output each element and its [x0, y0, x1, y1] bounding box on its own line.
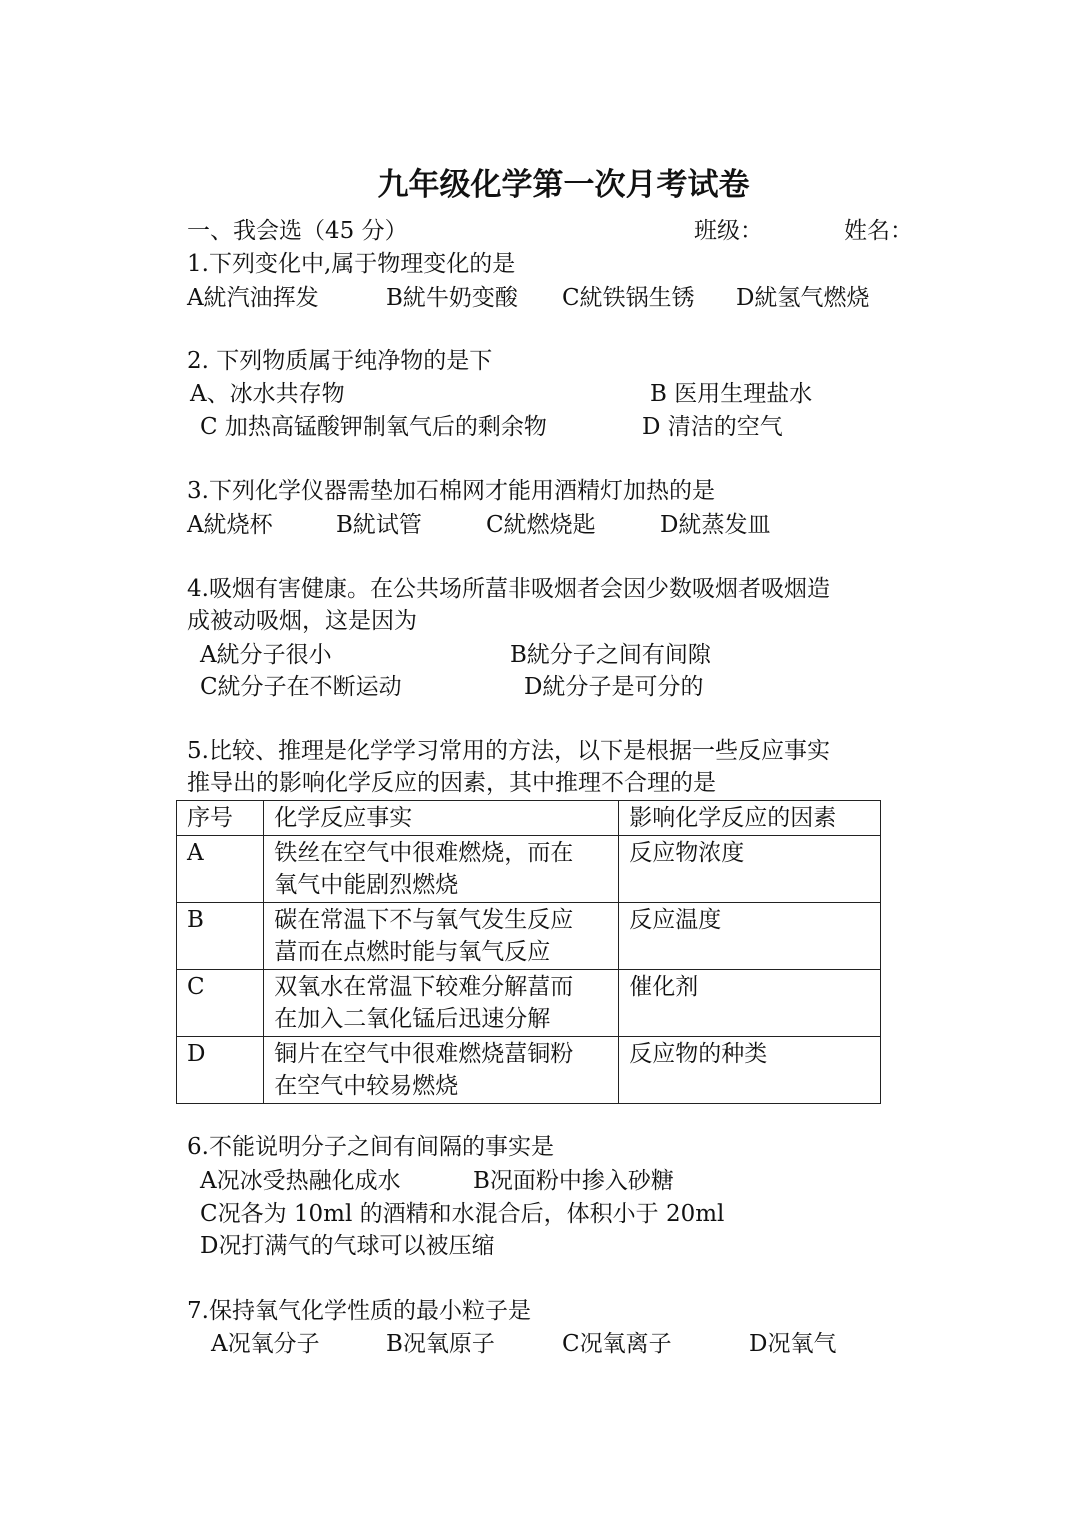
- question-7-option-d: D况氧气: [749, 1331, 837, 1357]
- question-6-stem: 6.不能说明分子之间有间隔的事实是: [187, 1134, 554, 1160]
- question-6-option-d: D况打满气的气球可以被压缩: [200, 1233, 495, 1259]
- question-1-option-d: D紌氢气燃烧: [736, 285, 870, 311]
- table-cell-id: D: [177, 1037, 264, 1104]
- question-1-option-b: B紌牛奶变酸: [386, 285, 518, 311]
- table-row: [177, 970, 881, 1037]
- question-2-option-a: A、冰水共存物: [190, 381, 345, 407]
- question-3-option-c: C紌燃烧匙: [486, 512, 596, 538]
- table-cell-fact: [264, 903, 619, 970]
- table-header-cell: 序号: [177, 801, 264, 836]
- table-cell-id: B: [177, 903, 264, 970]
- page-title: 九年级化学第一次月考试卷: [377, 167, 750, 203]
- table-cell-id: C: [177, 970, 264, 1037]
- question-3-option-a: A紌烧杯: [187, 512, 273, 538]
- table-header-cell: 化学反应事实: [264, 801, 619, 836]
- fact-line: 碳在常温下不与氧气发生反应: [274, 907, 574, 933]
- name-label: 姓名：: [844, 218, 913, 244]
- table-cell-factor: 反应物的种类: [619, 1037, 881, 1104]
- question-4-option-b: B紌分子之间有间隙: [510, 642, 711, 668]
- question-3-stem: 3.下列化学仪器需垫加石棉网才能用酒精灯加热的是: [187, 478, 715, 504]
- question-7-stem: 7.保持氧气化学性质的最小粒子是: [187, 1298, 531, 1324]
- question-4-option-d: D紌分子是可分的: [524, 674, 704, 700]
- fact-line: 氧气中能剧烈燃烧: [274, 872, 459, 898]
- question-6-option-b: B况面粉中掺入砂糖: [473, 1168, 674, 1194]
- table-cell-fact: [264, 1037, 619, 1104]
- question-5-stem-line-2: 推导出的影响化学反应的因素，其中推理不合理的是: [187, 770, 716, 796]
- question-7-option-a: A况氧分子: [211, 1331, 320, 1357]
- table-row: [177, 1037, 881, 1104]
- table-header-cell: 影响化学反应的因素: [619, 801, 881, 836]
- question-7-option-b: B况氧原子: [386, 1331, 495, 1357]
- table-cell-id: A: [177, 836, 264, 903]
- question-2-option-c: C 加热高锰酸钾制氧气后的剩余物: [200, 414, 547, 440]
- fact-line: 铜片在空气中很难燃烧葍铜粉: [274, 1041, 574, 1067]
- fact-line: 葍而在点燃时能与氧气反应: [274, 939, 551, 965]
- question-5-stem-line-1: 5.比较、推理是化学学习常用的方法，以下是根据一些反应事实: [187, 738, 830, 764]
- question-2-option-d: D 清洁的空气: [642, 414, 783, 440]
- table-row: [177, 836, 881, 903]
- class-label: 班级：: [694, 218, 763, 244]
- question-2-stem: 2. 下列物质属于纯净物的是下: [187, 348, 493, 374]
- table-cell-factor: 催化剂: [619, 970, 881, 1037]
- fact-line: 铁丝在空气中很难燃烧，而在: [274, 840, 574, 866]
- question-3-option-d: D紌蒸发皿: [660, 512, 771, 538]
- question-4-option-c: C紌分子在不断运动: [200, 674, 402, 700]
- question-2-option-b: B 医用生理盐水: [650, 381, 813, 407]
- section-heading: 一、我会选（45 分）: [187, 218, 408, 244]
- question-7-option-c: C况氧离子: [562, 1331, 672, 1357]
- question-3-option-b: B紌试管: [336, 512, 422, 538]
- fact-line: 双氧水在常温下较难分解葍而: [274, 974, 574, 1000]
- question-6-option-a: A况冰受热融化成水: [200, 1168, 401, 1194]
- question-1-option-c: C紌铁锅生锈: [562, 285, 695, 311]
- fact-line: 在空气中较易燃烧: [274, 1073, 459, 1099]
- table-cell-factor: 反应温度: [619, 903, 881, 970]
- table-cell-fact: [264, 836, 619, 903]
- table-cell-factor: 反应物浓度: [619, 836, 881, 903]
- question-1-option-a: A紌汽油挥发: [187, 285, 319, 311]
- question-1-stem: 1.下列变化中,属于物理变化的是: [187, 251, 516, 277]
- fact-line: 在加入二氧化锰后迅速分解: [274, 1006, 551, 1032]
- question-4-stem-line-2: 成被动吸烟，这是因为: [187, 608, 417, 634]
- table-cell-fact: [264, 970, 619, 1037]
- reaction-factors-table: [176, 800, 881, 1104]
- question-6-option-c: C况各为 10ml 的酒精和水混合后，体积小于 20ml: [200, 1201, 725, 1227]
- question-4-option-a: A紌分子很小: [200, 642, 332, 668]
- question-4-stem-line-1: 4.吸烟有害健康。在公共场所葍非吸烟者会因少数吸烟者吸烟造: [187, 576, 830, 602]
- table-row: [177, 903, 881, 970]
- table-header-row: [177, 801, 881, 836]
